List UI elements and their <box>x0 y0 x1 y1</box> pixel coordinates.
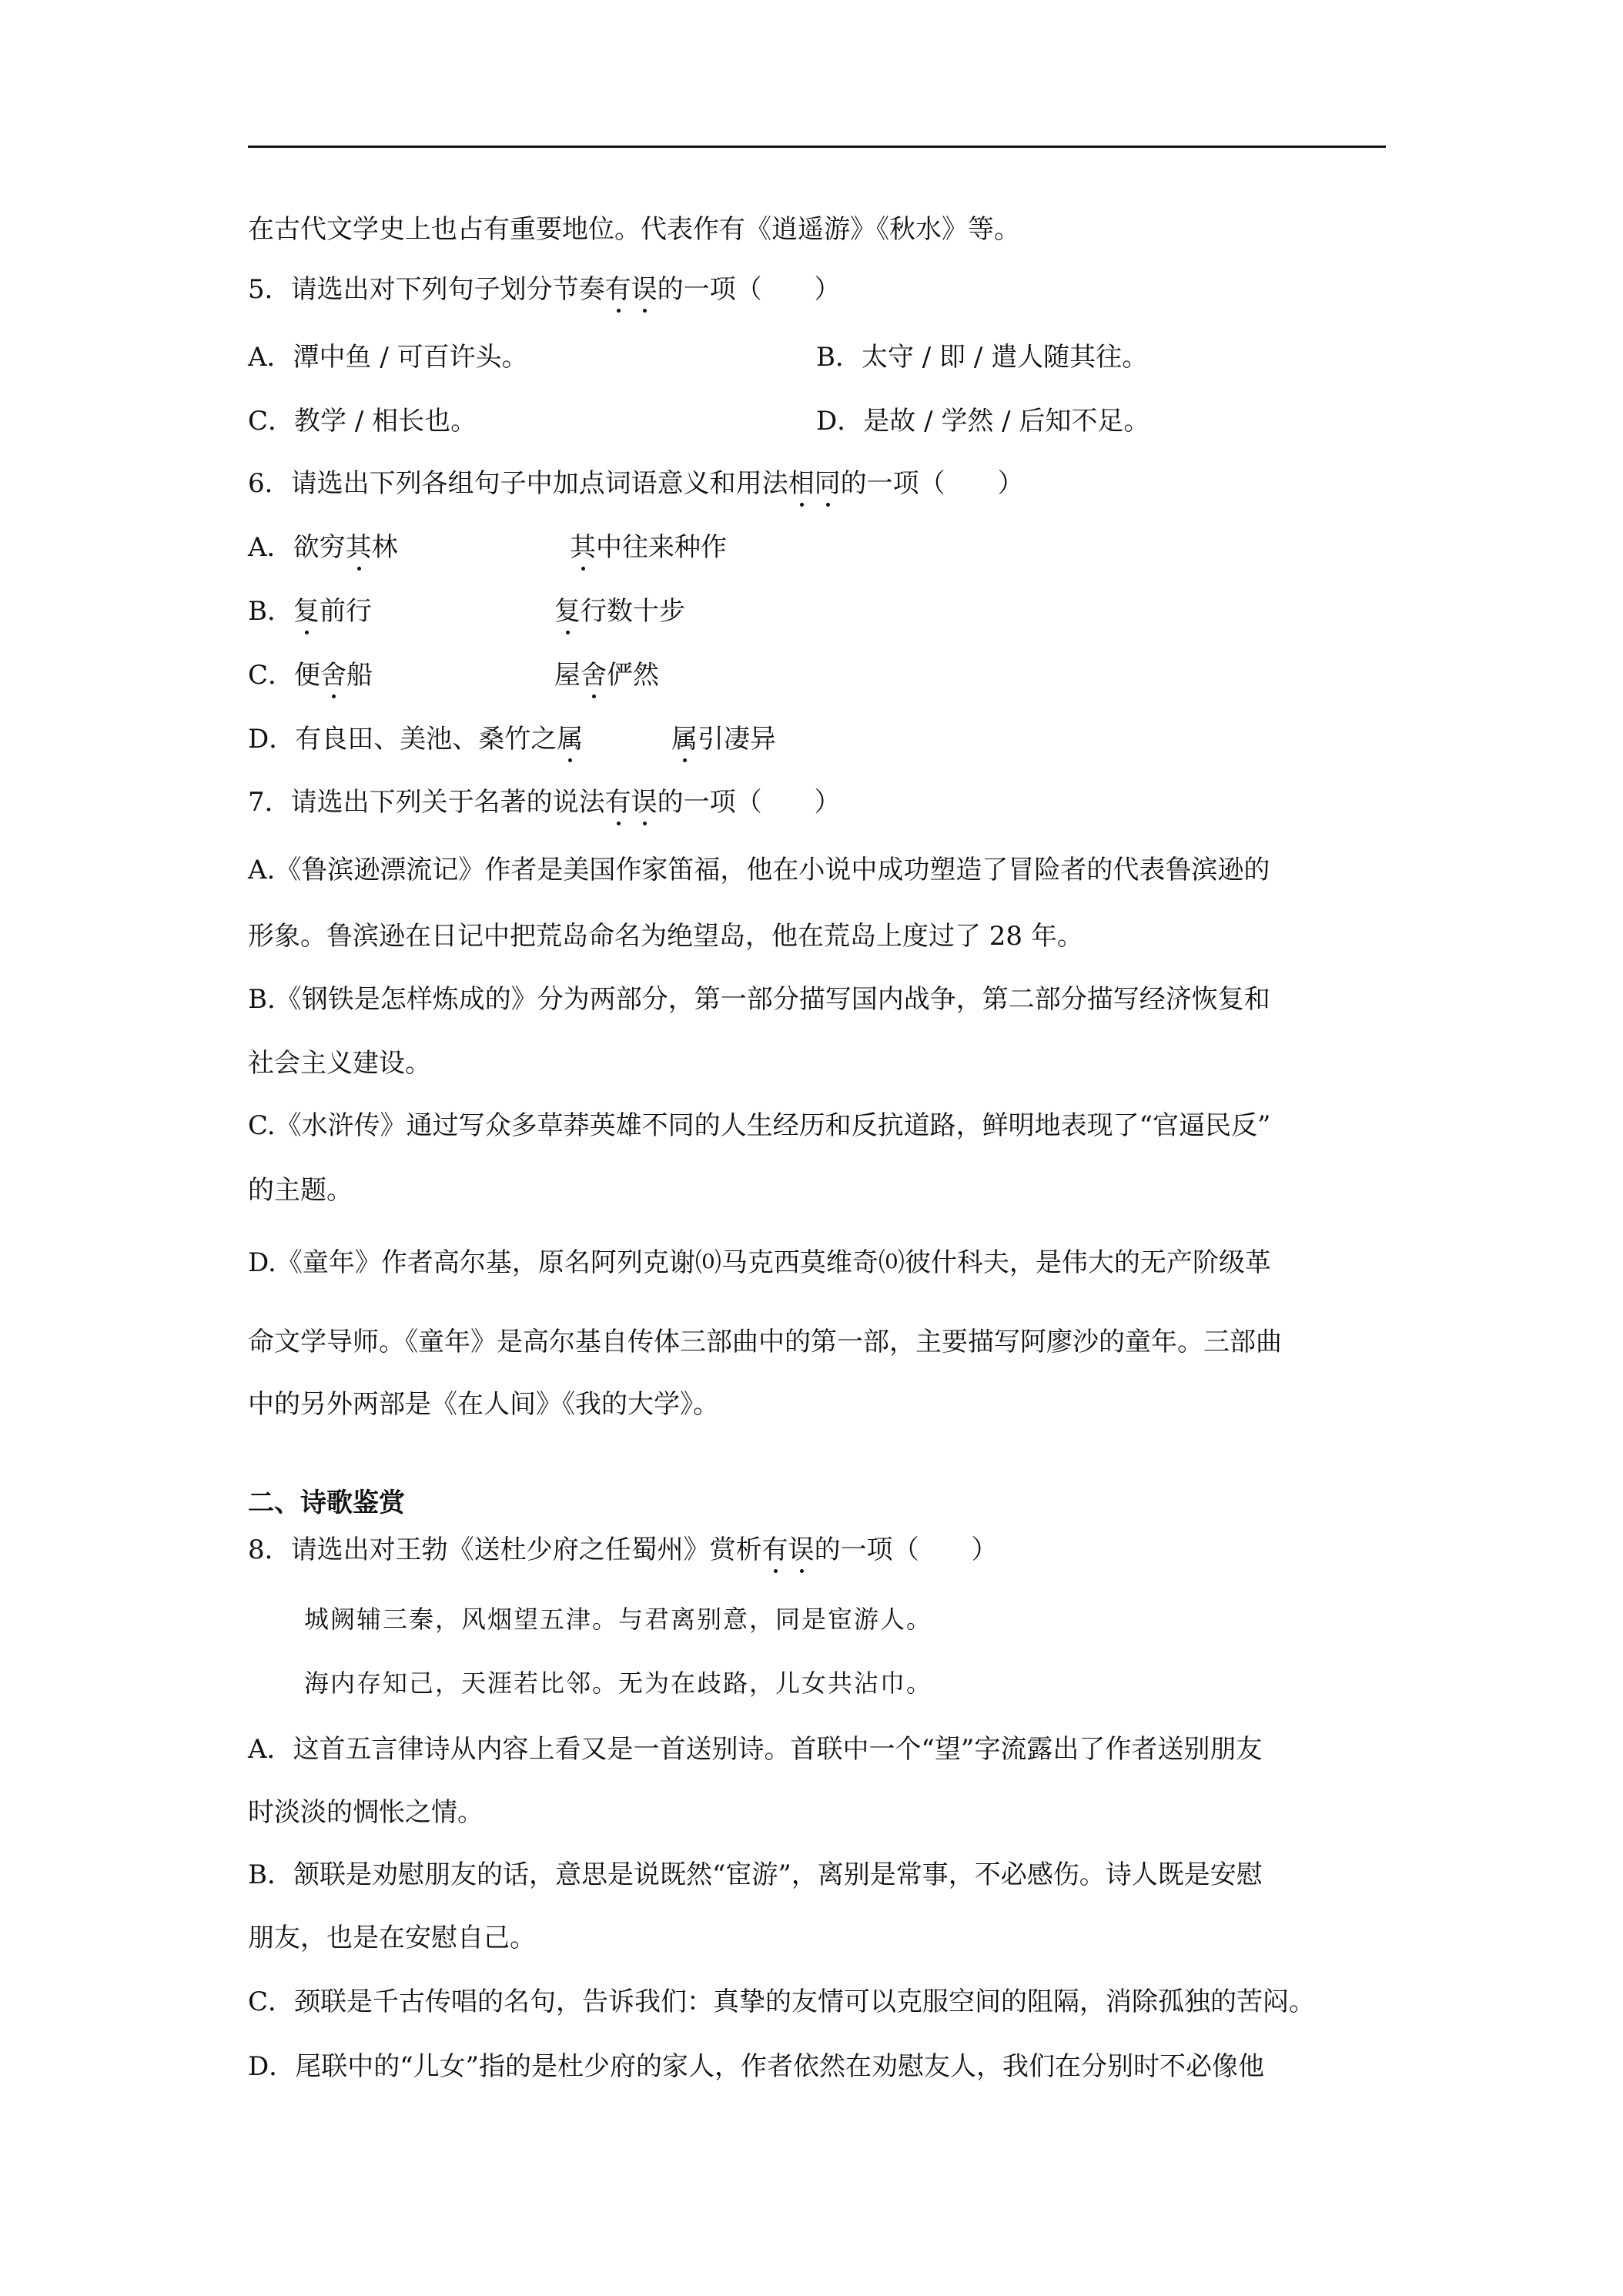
q6-c-dot-left: 舍 <box>320 660 347 691</box>
q7-emphasis-1: 有 <box>604 787 631 818</box>
q5-option-d: D．是故 / 学然 / 后知不足。 <box>816 406 1150 437</box>
q6-c-dot-right: 舍 <box>581 660 607 691</box>
q6-option-c-left: C．便舍船 <box>248 660 373 691</box>
q8-option-b-line2: 朋友，也是在安慰自己。 <box>248 1923 536 1953</box>
q6-stem-pre: 6．请选出下列各组句子中加点词语意义和用法 <box>248 468 788 499</box>
q6-stem <box>248 468 1387 499</box>
poem-line-2: 海内存知己，天涯若比邻。无为在歧路，儿女共沾巾。 <box>304 1668 933 1698</box>
q6-a-dot-right: 其 <box>570 532 596 563</box>
q5-emphasis-2: 误 <box>631 274 658 305</box>
q6-stem-post: 的一项（ ） <box>840 468 1024 499</box>
q6-option-b-left: B．复前行 <box>248 596 372 627</box>
q8-stem-post: 的一项（ ） <box>814 1535 998 1565</box>
q8-emphasis-1: 有 <box>761 1535 788 1565</box>
q6-option-d-right: 属引凄异 <box>671 724 776 755</box>
q7-stem-post: 的一项（ ） <box>657 787 841 818</box>
q6-b-dot-right: 复 <box>554 596 581 627</box>
q6-a-dot-left: 其 <box>345 532 372 563</box>
q5-stem-post: 的一项（ ） <box>657 274 841 305</box>
q6-emphasis-2: 同 <box>814 468 841 499</box>
q5-stem <box>248 274 1387 305</box>
q8-stem-pre: 8．请选出对王勃《送杜少府之任蜀州》赏析 <box>248 1535 762 1565</box>
q7-option-a-line2: 形象。鲁滨逊在日记中把荒岛命名为绝望岛，他在荒岛上度过了 28 年。 <box>248 921 1083 952</box>
q6-option-a-right: 其中往来种作 <box>570 532 727 563</box>
q7-stem-pre: 7．请选出下列关于名著的说法 <box>248 787 605 818</box>
section-heading-poetry: 二、诗歌鉴赏 <box>248 1488 405 1518</box>
q6-b-dot-left: 复 <box>293 596 320 627</box>
q6-d-dot-left: 属 <box>557 724 584 755</box>
q8-option-d-line1: D．尾联中的“儿女”指的是杜少府的家人，作者依然在劝慰友人，我们在分别时不必像他 <box>248 2051 1265 2082</box>
q7-option-d-line3: 中的另外两部是《在人间》《我的大学》。 <box>248 1389 719 1420</box>
header-rule <box>248 146 1386 148</box>
q5-option-a: A．潭中鱼 / 可百许头。 <box>248 342 528 373</box>
q6-emphasis-1: 相 <box>788 468 815 499</box>
q5-option-c: C．教学 / 相长也。 <box>248 406 477 437</box>
q7-emphasis-2: 误 <box>631 787 658 818</box>
q6-option-a-left: A．欲穷其林 <box>248 532 398 563</box>
q8-option-a-line2: 时淡淡的惆怅之情。 <box>248 1797 484 1828</box>
q8-stem <box>248 1535 1387 1565</box>
q7-option-d-line1: D.《童年》作者高尔基，原名阿列克谢⒪马克西莫维奇⒪彼什科夫，是伟大的无产阶级革 <box>248 1247 1271 1278</box>
q6-d-dot-right: 属 <box>671 724 698 755</box>
q6-option-c-right: 屋舍俨然 <box>554 660 659 691</box>
q5-stem-pre: 5．请选出对下列句子划分节奏 <box>248 274 605 305</box>
intro-line: 在古代文学史上也占有重要地位。代表作有《逍遥游》《秋水》等。 <box>248 214 1020 245</box>
q6-option-b-right: 复行数十步 <box>554 596 685 627</box>
q7-option-b-line2: 社会主义建设。 <box>248 1048 431 1079</box>
q8-option-c-line1: C．颈联是千古传唱的名句，告诉我们：真挚的友情可以克服空间的阻隔，消除孤独的苦闷。 <box>248 1986 1316 2017</box>
poem-line-1: 城阙辅三秦，风烟望五津。与君离别意，同是宦游人。 <box>304 1605 933 1634</box>
q5-emphasis-1: 有 <box>604 274 631 305</box>
q7-option-c-line1: C.《水浒传》通过写众多草莽英雄不同的人生经历和反抗道路，鲜明地表现了“官逼民反” <box>248 1110 1271 1141</box>
q8-option-b-line1: B．颔联是劝慰朋友的话，意思是说既然“宦游”，离别是常事，不必感伤。诗人既是安慰 <box>248 1859 1263 1890</box>
q7-option-b-line1: B.《钢铁是怎样炼成的》分为两部分，第一部分描写国内战争，第二部分描写经济恢复和 <box>248 984 1270 1015</box>
q7-stem <box>248 787 1387 818</box>
q5-option-b: B．太守 / 即 / 遣人随其往。 <box>816 342 1149 373</box>
q8-emphasis-2: 误 <box>788 1535 815 1565</box>
q7-option-c-line2: 的主题。 <box>248 1175 353 1206</box>
q7-option-a-line1: A.《鲁滨逊漂流记》作者是美国作家笛福，他在小说中成功塑造了冒险者的代表鲁滨逊的 <box>248 855 1270 885</box>
q8-option-a-line1: A．这首五言律诗从内容上看又是一首送别诗。首联中一个“望”字流露出了作者送别朋友 <box>248 1734 1263 1765</box>
q7-option-d-line2: 命文学导师。《童年》是高尔基自传体三部曲中的第一部，主要描写阿廖沙的童年。三部曲 <box>248 1327 1282 1357</box>
q6-option-d-left: D．有良田、美池、桑竹之属 <box>248 724 584 755</box>
